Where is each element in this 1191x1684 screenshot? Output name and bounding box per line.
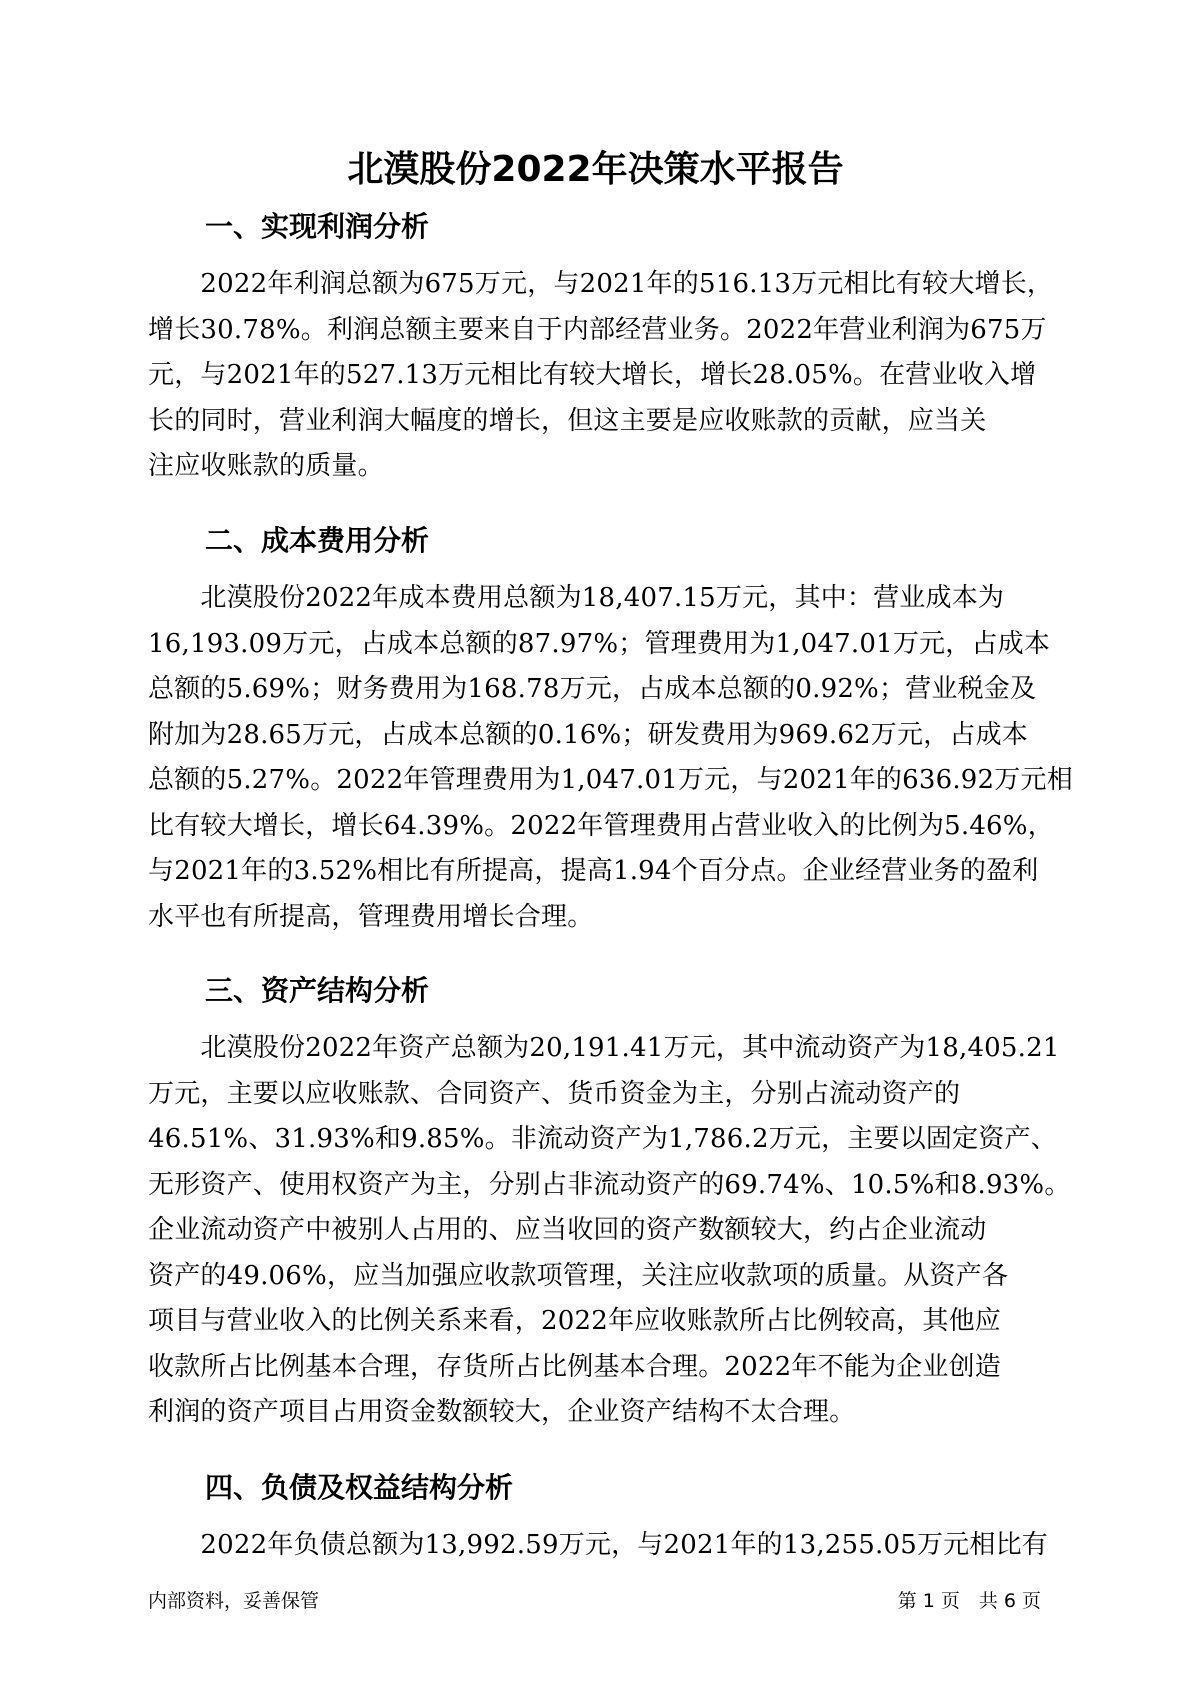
section-body-cost [148,576,1073,940]
paragraph-line: 注应收账款的质量。 [148,451,384,481]
paragraph-line: 利润的资产项目占用资金数额较大，企业资产结构不太合理。 [148,1397,856,1427]
footer-page-number: 第 1 页 共 6 页 [897,1590,1041,1612]
paragraph-line: 资产的49.06%，应当加强应收款项管理，关注应收款项的质量。从资产各 [148,1260,1009,1291]
document-title: 北漠股份2022年决策水平报告 [347,149,844,190]
paragraph-line: 无形资产、使用权资产为主，分别占非流动资产的69.74%、10.5%和8.93%。 [148,1169,1071,1200]
paragraph-line: 元，与2021年的527.13万元相比有较大增长，增长28.05%。在营业收入增 [148,360,1037,390]
paragraph-line: 总额的5.69%；财务费用为168.78万元，占成本总额的0.92%；营业税金及 [148,674,1037,704]
paragraph-line: 附加为28.65万元，占成本总额的0.16%；研发费用为969.62万元，占成本 [148,719,1029,750]
paragraph-line: 2022年利润总额为675万元，与2021年的516.13万元相比有较大增长， [148,269,1054,299]
footer-confidential-note: 内部资料，妥善保管 [148,1590,320,1612]
paragraph-line: 北漠股份2022年成本费用总额为18,407.15万元，其中：营业成本为 [148,583,1005,613]
paragraph-line: 项目与营业收入的比例关系来看，2022年应收账款所占比例较高，其他应 [148,1306,1001,1336]
section-heading-cost: 二、成本费用分析 [205,524,430,557]
paragraph-line: 与2021年的3.52%相比有所提高，提高1.94个百分点。企业经营业务的盈利 [148,856,1039,886]
section-heading-assets: 三、资产结构分析 [205,974,430,1007]
paragraph-line: 总额的5.27%。2022年管理费用为1,047.01万元，与2021年的636.92万元相 [148,765,1073,795]
paragraph-line: 比有较大增长，增长64.39%。2022年管理费用占营业收入的比例为5.46%， [148,810,1054,841]
paragraph-line: 水平也有所提高，管理费用增长合理。 [148,901,594,932]
paragraph-line: 增长30.78%。利润总额主要来自于内部经营业务。2022年营业利润为675万 [148,314,1047,345]
paragraph-line: 2022年负债总额为13,992.59万元，与2021年的13,255.05万元相比有 [148,1530,1048,1560]
paragraph-line: 企业流动资产中被别人占用的、应当收回的资产数额较大，约占企业流动 [148,1215,987,1245]
section-body-liabilities [148,1523,1048,1569]
paragraph-line: 万元，主要以应收账款、合同资产、货币资金为主，分别占流动资产的 [148,1078,961,1109]
paragraph-line: 长的同时，营业利润大幅度的增长，但这主要是应收账款的贡献，应当关 [148,405,987,436]
paragraph-line: 16,193.09万元，占成本总额的87.97%；管理费用为1,047.01万元，占成本 [148,628,1051,659]
section-body-profit [148,262,1054,490]
paragraph-line: 收款所占比例基本合理，存货所占比例基本合理。2022年不能为企业创造 [148,1351,1001,1382]
section-heading-liabilities: 四、负债及权益结构分析 [205,1471,514,1504]
paragraph-line: 46.51%、31.93%和9.85%。非流动资产为1,786.2万元，主要以固定资产、 [148,1124,1057,1154]
section-body-assets [148,1026,1071,1436]
section-heading-profit: 一、实现利润分析 [205,210,430,243]
paragraph-line: 北漠股份2022年资产总额为20,191.41万元，其中流动资产为18,405.21 [148,1033,1060,1063]
